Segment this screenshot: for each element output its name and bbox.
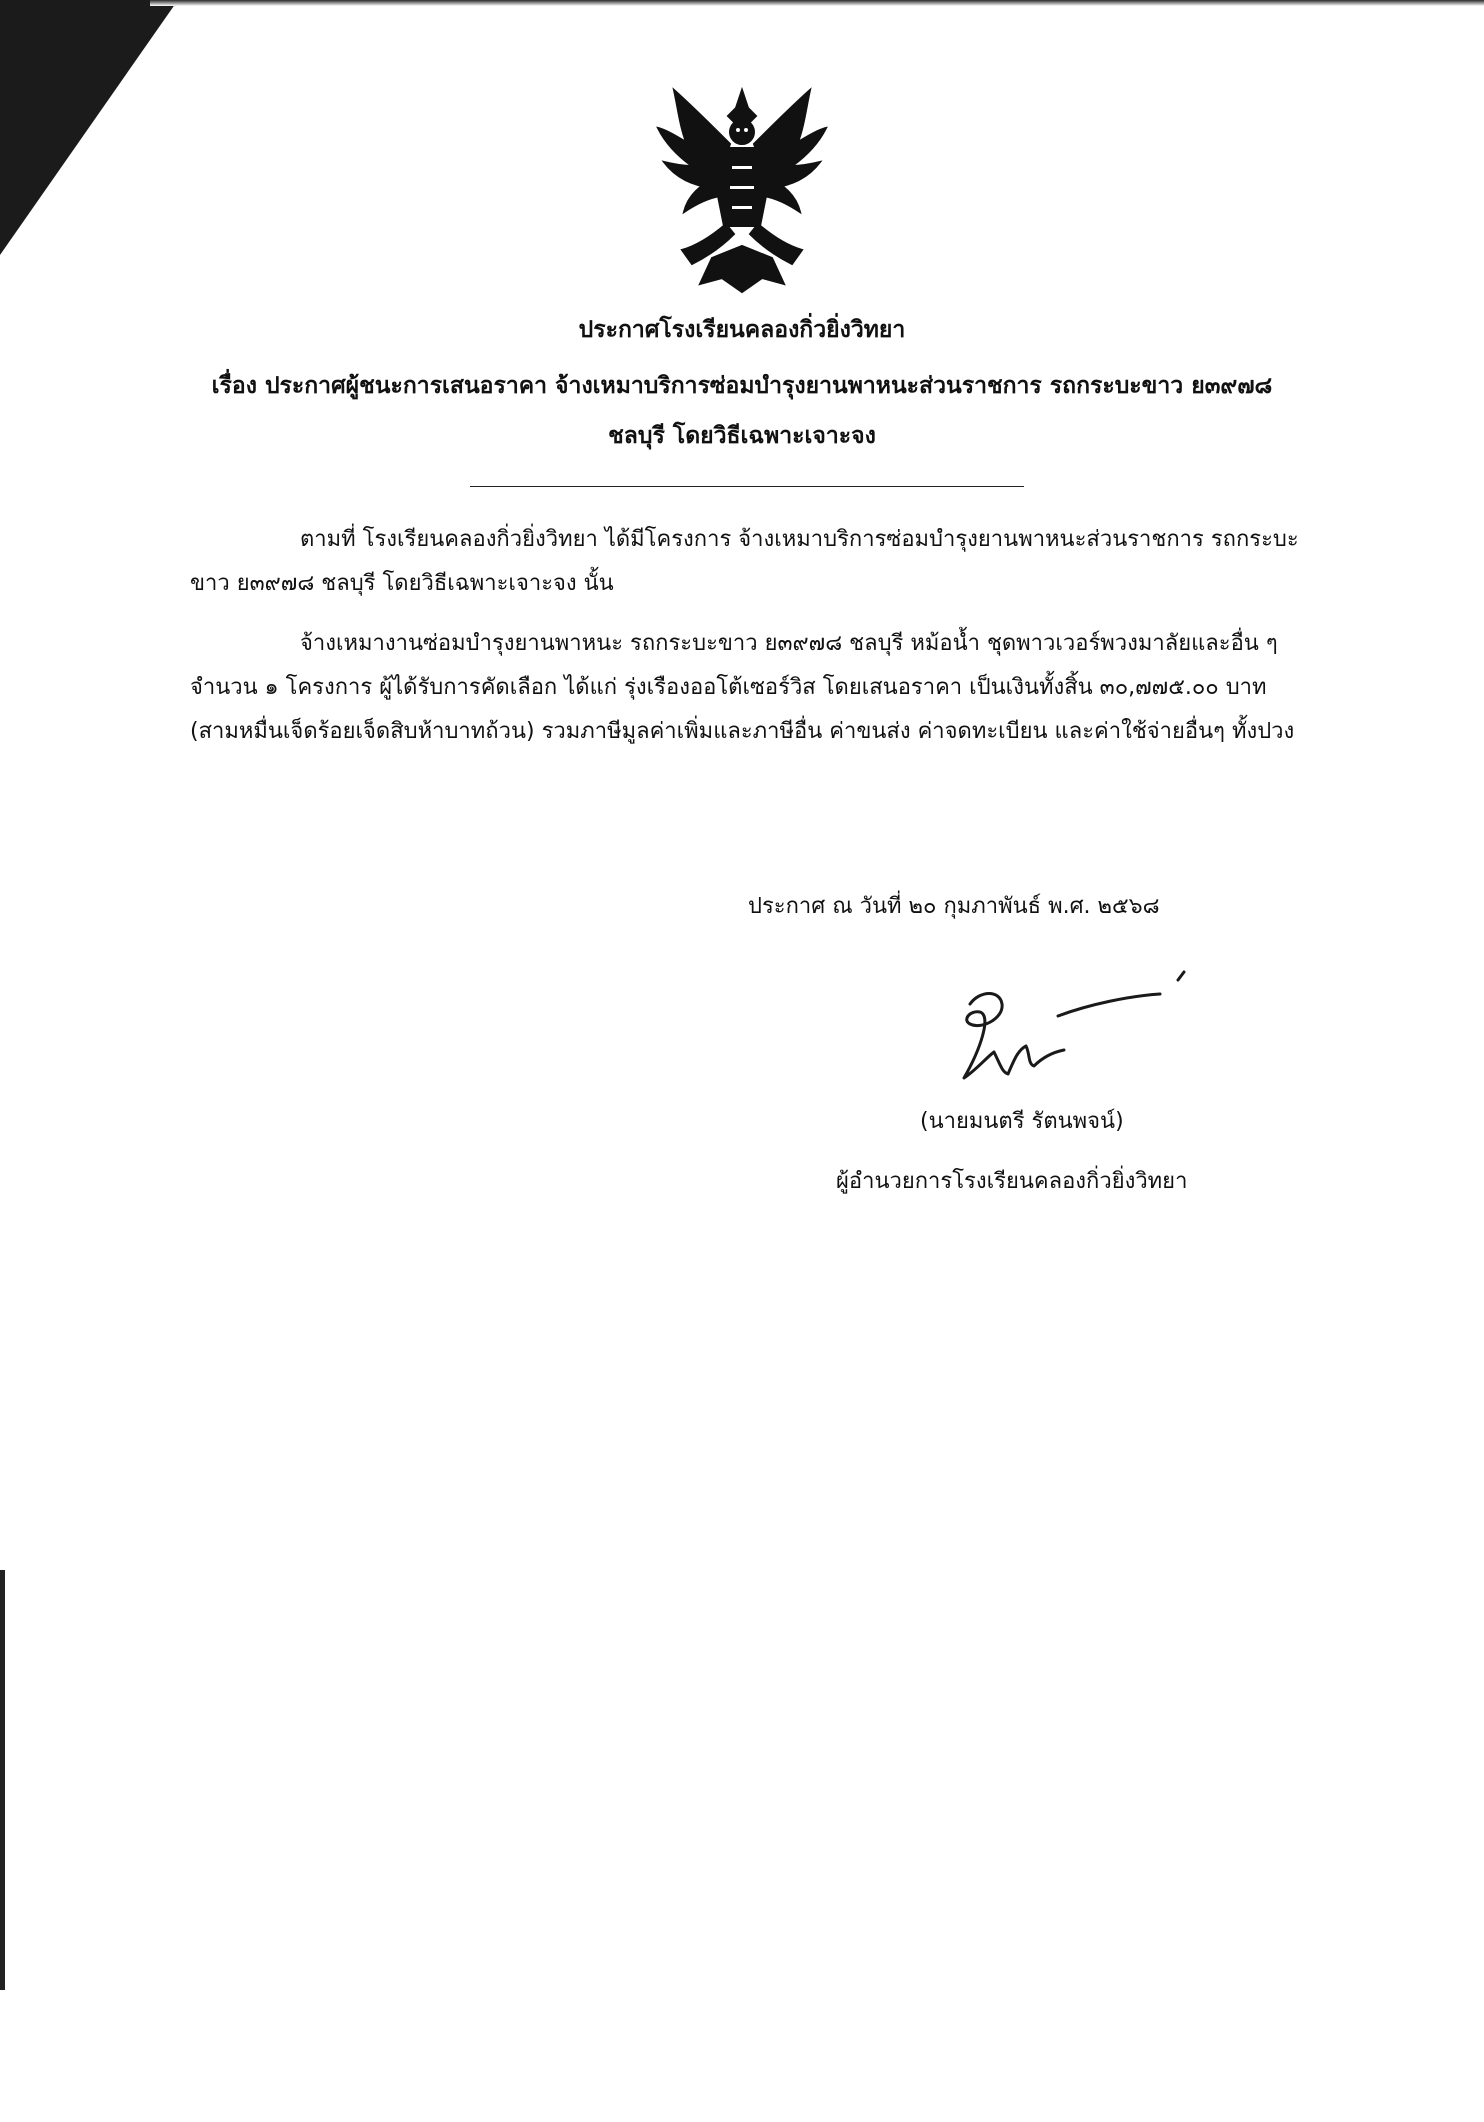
paragraph-project — [190, 518, 1320, 606]
signer-title: ผู้อำนวยการโรงเรียนคลองกิ่วยิ่งวิทยา — [836, 1169, 1188, 1194]
scan-edge-left — [0, 1570, 5, 1990]
paragraph-winner — [190, 622, 1320, 754]
heading-school: ประกาศโรงเรียนคลองกิ่วยิ่งวิทยา — [578, 317, 906, 343]
heading-subject: เรื่อง ประกาศผู้ชนะการเสนอราคา จ้างเหมาบริการซ่อมบำรุงยานพาหนะส่วนราชการ รถกระบะขาว ย๓๙๗๘ — [211, 373, 1273, 399]
scan-corner-shadow — [0, 0, 178, 255]
heading-subject-continued: ชลบุรี โดยวิธีเฉพาะเจาะจง — [608, 423, 876, 449]
paragraph-project-text: ตามที่ โรงเรียนคลองกิ่วยิ่งวิทยา ได้มีโครงการ จ้างเหมาบริการซ่อมบำรุงยานพาหนะส่วนราชการ รถกระบะขาว ย๓๙๗๘ ชลบุรี โดยวิธีเฉพาะเจาะจง นั้น — [190, 527, 1299, 596]
signer-name: (นายมนตรี รัตนพจน์) — [920, 1109, 1124, 1134]
paragraph-winner-text: จ้างเหมางานซ่อมบำรุงยานพาหนะ รถกระบะขาว ย๓๙๗๘ ชลบุรี หม้อน้ำ ชุดพาวเวอร์พวงมาลัยและอื่น ๆ จำนวน ๑ โครงการ ผู้ได้รับการคัดเลือก ได้แก่ รุ่งเรืองออโต้เซอร์วิส โดยเสนอราคา เป็นเงินทั้งสิ้น ๓๐,๗๗๕.๐๐ บาท (สามหมื่นเจ็ดร้อยเจ็ดสิบห้าบาทถ้วน) รวมภาษีมูลค่าเพิ่มและภาษีอื่น ค่าขนส่ง ค่าจดทะเบียน และค่าใช้จ่ายอื่นๆ ทั้งปวง — [190, 631, 1295, 744]
announce-date: ประกาศ ณ วันที่ ๒๐ กุมภาพันธ์ พ.ศ. ๒๕๖๘ — [748, 894, 1160, 919]
garuda-emblem-icon — [652, 86, 832, 296]
heading-divider — [470, 486, 1024, 487]
scan-edge-top — [150, 0, 1484, 6]
handwritten-signature-icon — [940, 960, 1200, 1100]
